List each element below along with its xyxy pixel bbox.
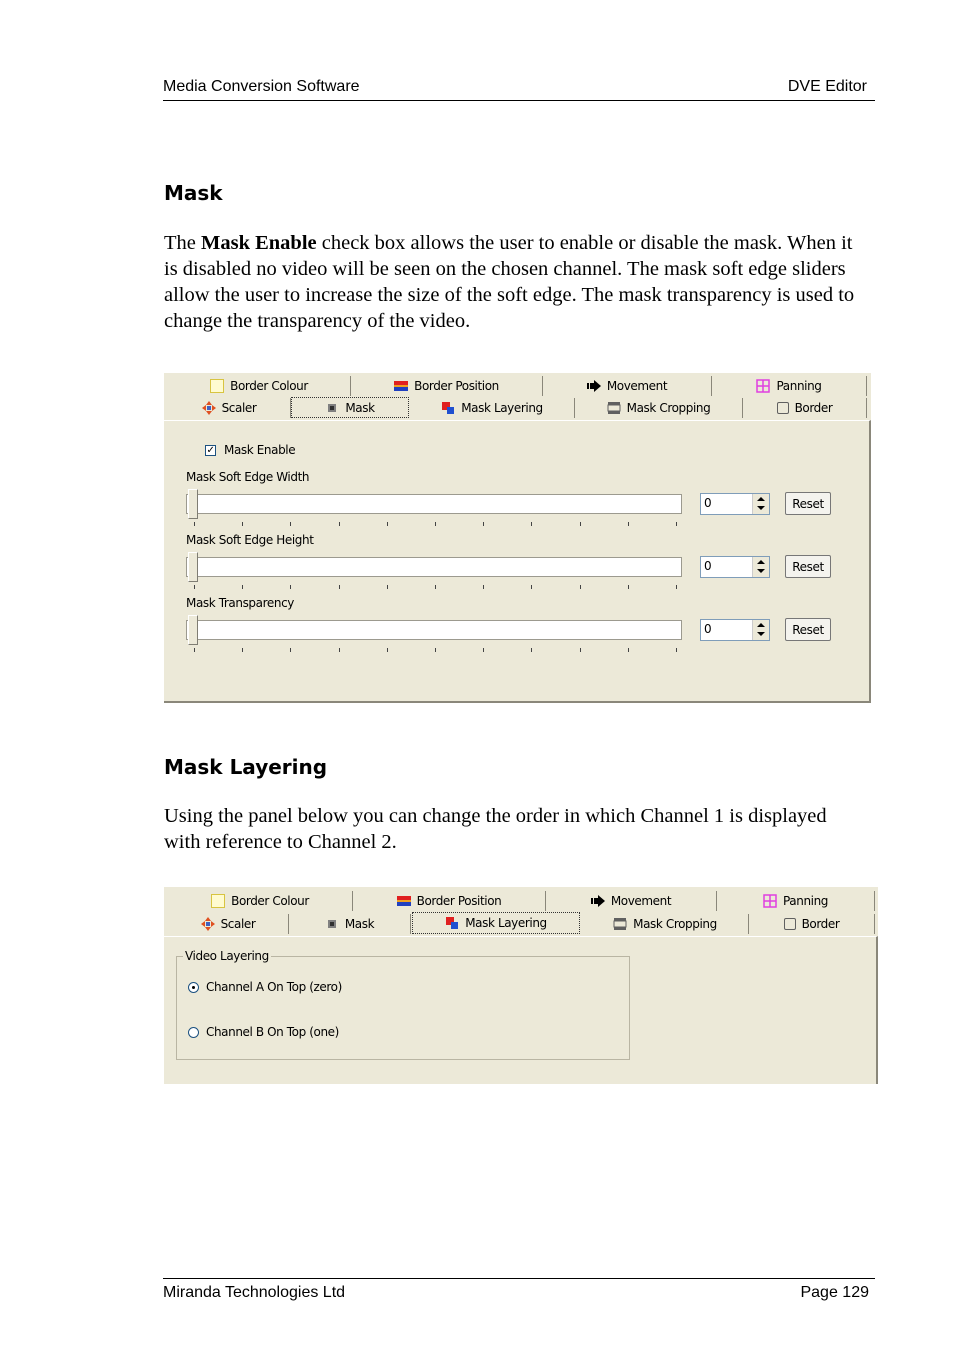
arrow-right-icon [591, 894, 605, 908]
slider-label: Mask Transparency [186, 596, 294, 610]
slider-thumb[interactable] [188, 552, 198, 582]
tab-label: Mask [344, 917, 375, 931]
tab-mask[interactable] [291, 397, 409, 418]
tab-scaler[interactable] [168, 398, 291, 418]
tab-border-colour[interactable] [168, 891, 353, 911]
mask-layering-icon [441, 401, 455, 415]
slider-tick [387, 522, 388, 526]
slider-tick [628, 522, 629, 526]
border-colour-icon [211, 894, 225, 908]
mask-cropping-icon [607, 401, 621, 415]
slider-thumb[interactable] [188, 615, 198, 645]
slider-tick [531, 585, 532, 589]
slider-tick [580, 522, 581, 526]
slider-tick [339, 585, 340, 589]
header-doc-title: Media Conversion Software [163, 78, 360, 95]
slider-tick [483, 648, 484, 652]
mask-icon [325, 401, 339, 415]
arrow-right-icon [587, 379, 601, 393]
spin-up-icon[interactable] [757, 497, 765, 501]
mask-icon [325, 917, 339, 931]
mask-enable-label: Mask Enable [224, 443, 296, 457]
tab-label: Panning [782, 894, 829, 908]
slider-tick [676, 585, 677, 589]
slider-tick [290, 585, 291, 589]
slider-tick [339, 648, 340, 652]
channel-a-radio[interactable] [188, 982, 199, 993]
channel-a-label: Channel A On Top (zero) [206, 980, 342, 994]
tab-row-bottom [164, 398, 871, 420]
tab-label: Border Colour [231, 894, 309, 908]
slider-tick [628, 585, 629, 589]
tab-scaler[interactable] [168, 914, 289, 934]
spin-down-icon[interactable] [757, 569, 765, 573]
tab-panning[interactable] [712, 376, 867, 396]
border-colour-icon [210, 379, 224, 393]
tab-row-top [164, 376, 871, 398]
spin-up-icon[interactable] [757, 623, 765, 627]
tab-border-position[interactable] [353, 891, 546, 911]
tab-label: Border Position [416, 894, 502, 908]
tab-label: Border Colour [230, 379, 308, 393]
border-position-icon [397, 896, 411, 906]
tab-mask[interactable] [289, 914, 411, 934]
tab-movement[interactable] [546, 891, 717, 911]
spinner-value: 0 [704, 622, 712, 636]
slider-value-spinner[interactable] [700, 493, 770, 515]
slider-tick [483, 585, 484, 589]
page-header [163, 76, 875, 101]
scaler-icon [202, 401, 216, 415]
tab-label: Scaler [220, 917, 256, 931]
tab-panning[interactable] [717, 891, 875, 911]
spinner-buttons[interactable] [752, 494, 769, 514]
tab-label: Scaler [221, 401, 257, 415]
slider-label: Mask Soft Edge Height [186, 533, 314, 547]
slider-tick [387, 648, 388, 652]
tab-label: Mask Cropping [633, 917, 717, 931]
tab-label: Movement [606, 379, 668, 393]
mask-layering-icon [445, 916, 459, 930]
video-layering-group [176, 956, 630, 1060]
footer-page-number: Page 129 [800, 1284, 869, 1301]
tab-mask-layering[interactable] [412, 912, 580, 934]
mask-cropping-icon [613, 917, 627, 931]
slider-label: Mask Soft Edge Width [186, 470, 310, 484]
slider-tick [628, 648, 629, 652]
spinner-buttons[interactable] [752, 557, 769, 577]
tab-mask-cropping[interactable] [582, 914, 749, 934]
video-layering-legend: Video Layering [185, 949, 269, 963]
layering-panel [164, 887, 878, 1084]
spin-up-icon[interactable] [757, 560, 765, 564]
slider-track[interactable] [186, 494, 682, 514]
slider-tick [531, 648, 532, 652]
tab-label: Panning [776, 379, 822, 393]
slider-track[interactable] [186, 620, 682, 640]
mask-layering-heading: Mask Layering [164, 755, 328, 779]
tab-border-colour[interactable] [168, 376, 351, 396]
border-position-icon [394, 381, 408, 391]
mask-paragraph-pre: The [164, 232, 201, 254]
slider-tick [435, 585, 436, 589]
border-icon [784, 918, 796, 930]
slider-tick [387, 585, 388, 589]
reset-button[interactable]: Reset [785, 618, 831, 641]
border-icon [777, 402, 789, 414]
tab-label: Mask [345, 400, 375, 415]
header-section-title: DVE Editor [787, 78, 867, 95]
footer-company: Miranda Technologies Ltd [163, 1284, 346, 1301]
slider-tick [194, 522, 195, 526]
slider-tick [290, 648, 291, 652]
spinner-buttons[interactable] [752, 620, 769, 640]
tab-row-top [164, 891, 878, 913]
spinner-value: 0 [704, 496, 712, 510]
scaler-icon [201, 917, 215, 931]
panning-icon [756, 379, 770, 393]
channel-b-radio[interactable] [188, 1027, 199, 1038]
slider-tick [435, 648, 436, 652]
tab-border[interactable] [749, 914, 875, 934]
tab-border[interactable] [743, 398, 867, 418]
slider-tick [580, 648, 581, 652]
panning-icon [763, 894, 777, 908]
slider-tick [242, 585, 243, 589]
mask-enable-bold: Mask Enable [201, 232, 317, 254]
slider-tick [435, 522, 436, 526]
tab-label: Mask Layering [465, 916, 547, 930]
slider-tick [290, 522, 291, 526]
slider-tick [676, 522, 677, 526]
tab-label: Border Position [414, 379, 499, 393]
slider-tick [242, 522, 243, 526]
tab-label: Border [801, 917, 840, 931]
mask-paragraph [164, 230, 864, 334]
channel-b-label: Channel B On Top (one) [206, 1025, 339, 1039]
spin-down-icon[interactable] [757, 632, 765, 636]
slider-tick [339, 522, 340, 526]
reset-button[interactable]: Reset [785, 492, 831, 515]
tab-mask-cropping[interactable] [575, 398, 743, 418]
slider-tick [483, 522, 484, 526]
mask-heading: Mask [164, 181, 223, 205]
slider-tick [676, 648, 677, 652]
mask-layering-paragraph: Using the panel below you can change the order in which Channel 1 is displayed with reference to Channel 2. [164, 805, 827, 853]
slider-tick [194, 648, 195, 652]
slider-tick [194, 585, 195, 589]
spin-down-icon[interactable] [757, 506, 765, 510]
tab-border-position[interactable] [351, 376, 543, 396]
slider-tick [531, 522, 532, 526]
mask-paragraph-post: check box allows the user to enable or disable the mask. When it is disabled no video will be seen on the chosen channel. The mask soft edge sliders allow the user to increase the size of the soft edge. The mask transparency is used to change the transparency of the video. [164, 232, 855, 332]
slider-value-spinner[interactable] [700, 619, 770, 641]
spinner-value: 0 [704, 559, 712, 573]
tab-label: Mask Layering [461, 401, 543, 415]
slider-thumb[interactable] [188, 489, 198, 519]
tab-label: Movement [610, 894, 672, 908]
tab-label: Mask Cropping [626, 401, 711, 415]
slider-value-spinner[interactable] [700, 556, 770, 578]
slider-track[interactable] [186, 557, 682, 577]
tab-label: Border [794, 401, 833, 415]
reset-button[interactable]: Reset [785, 555, 831, 578]
slider-tick [242, 648, 243, 652]
tab-row-bottom [164, 914, 878, 936]
mask-panel [164, 373, 871, 703]
mask-enable-checkbox[interactable]: ✓ [206, 445, 215, 456]
tab-mask-layering[interactable] [410, 398, 575, 418]
page-footer [163, 1278, 875, 1301]
slider-tick [580, 585, 581, 589]
tab-movement[interactable] [543, 376, 712, 396]
